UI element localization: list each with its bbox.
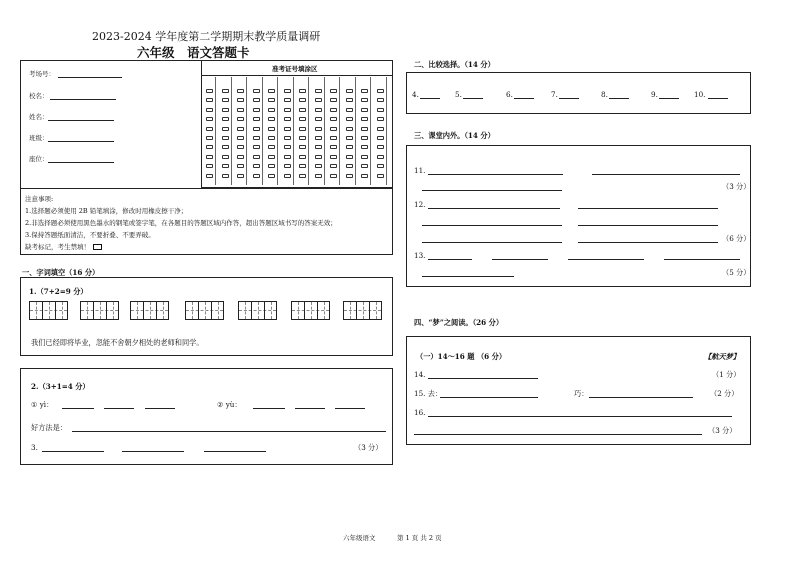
id-bubble[interactable] — [253, 89, 260, 93]
id-bubble[interactable] — [330, 89, 337, 93]
yu-line-2[interactable] — [295, 408, 325, 409]
id-area-divider — [201, 75, 392, 76]
id-bubble[interactable] — [330, 117, 337, 121]
id-bubble[interactable] — [346, 174, 353, 178]
id-bubble[interactable] — [330, 164, 337, 168]
id-column — [236, 77, 247, 185]
id-bubble[interactable] — [222, 174, 229, 178]
id-bubble[interactable] — [377, 155, 384, 159]
character-box-group[interactable] — [29, 301, 68, 320]
q12-line-4[interactable] — [578, 225, 718, 226]
q14-num: 14. — [414, 370, 426, 379]
id-bubble[interactable] — [237, 174, 244, 178]
id-bubble[interactable] — [253, 117, 260, 121]
q2-yu: ② yù： — [217, 400, 242, 409]
section3-title: 三、课堂内外。（14 分） — [414, 131, 495, 140]
class-line[interactable] — [48, 141, 114, 142]
q16-score: （3 分） — [708, 426, 737, 435]
id-bubble[interactable] — [377, 174, 384, 178]
id-bubble[interactable] — [253, 145, 260, 149]
id-column — [314, 77, 325, 185]
id-bubble[interactable] — [346, 164, 353, 168]
character-box-group[interactable] — [291, 301, 330, 320]
id-column — [345, 77, 356, 185]
id-bubble[interactable] — [299, 164, 306, 168]
choice-answer-blank[interactable] — [708, 98, 728, 99]
choice-answer-blank[interactable] — [559, 98, 579, 99]
id-bubble[interactable] — [253, 136, 260, 140]
field-seat: 座位： — [29, 155, 49, 163]
id-bubble[interactable] — [315, 174, 322, 178]
id-bubble[interactable] — [284, 89, 291, 93]
id-bubble[interactable] — [237, 127, 244, 131]
method-line[interactable] — [72, 431, 386, 432]
id-bubble[interactable] — [284, 174, 291, 178]
missing-mark — [25, 243, 102, 251]
q13-num: 13. — [414, 251, 426, 260]
id-column — [329, 77, 340, 185]
id-bubble[interactable] — [222, 89, 229, 93]
choice-answer-blank[interactable] — [609, 98, 629, 99]
section3-box — [406, 145, 751, 287]
id-bubble[interactable] — [330, 108, 337, 112]
id-bubble[interactable] — [299, 145, 306, 149]
id-area-title: 准考证号填涂区 — [272, 65, 318, 73]
id-column — [267, 77, 278, 185]
q16-num: 16. — [414, 408, 426, 417]
id-bubble[interactable] — [315, 164, 322, 168]
notice-title: 注意事项: — [25, 195, 54, 203]
character-box-group[interactable] — [80, 301, 119, 320]
answer-sheet-title: 六年级 语文答题卡 — [137, 45, 250, 60]
choice-item-label: 6. — [506, 90, 513, 99]
q3-num: 3. — [31, 443, 38, 452]
id-bubble[interactable] — [222, 117, 229, 121]
id-bubble[interactable] — [253, 108, 260, 112]
id-bubble[interactable] — [222, 136, 229, 140]
id-column — [283, 77, 294, 185]
id-bubble[interactable] — [206, 155, 213, 159]
school-line[interactable] — [50, 99, 116, 100]
id-bubble[interactable] — [206, 108, 213, 112]
q14-line[interactable] — [428, 378, 538, 379]
notice-3: 3.保持答题纸面清洁，不要折叠、不要弄破。 — [25, 231, 155, 239]
footer-page: 第 1 页 共 2 页 — [397, 534, 442, 542]
id-column — [298, 77, 309, 185]
field-class: 班级： — [29, 134, 49, 142]
id-bubble[interactable] — [346, 117, 353, 121]
notice-1: 1.选择题必须使用 2B 铅笔填涂，修改时用橡皮擦干净； — [25, 207, 188, 215]
q12-line-6[interactable] — [578, 242, 718, 243]
q13-line-5[interactable] — [422, 276, 514, 277]
id-bubble[interactable] — [346, 155, 353, 159]
q12-line-1[interactable] — [428, 208, 560, 209]
yi-line-3[interactable] — [145, 408, 175, 409]
q12-line-3[interactable] — [422, 225, 562, 226]
q12-num: 12. — [414, 200, 426, 209]
id-bubble[interactable] — [206, 174, 213, 178]
id-column — [221, 77, 232, 185]
id-bubble[interactable] — [268, 164, 275, 168]
id-bubble[interactable] — [268, 127, 275, 131]
q2-method: 好方法是： — [31, 423, 67, 432]
id-bubble[interactable] — [268, 98, 275, 102]
id-bubble[interactable] — [361, 155, 368, 159]
id-bubble[interactable] — [222, 164, 229, 168]
q14-score: （1 分） — [712, 370, 741, 379]
id-bubble[interactable] — [377, 127, 384, 131]
id-bubble[interactable] — [346, 145, 353, 149]
q11-score: （3 分） — [722, 182, 751, 191]
id-bubble[interactable] — [377, 89, 384, 93]
id-bubble[interactable] — [315, 89, 322, 93]
id-bubble[interactable] — [206, 89, 213, 93]
id-bubble[interactable] — [206, 98, 213, 102]
q13-line-4[interactable] — [664, 259, 740, 260]
notice-2: 2.非选择题必须使用黑色墨水的钢笔或签字笔，在各题目的答题区域内作答，超出答题区域书写的答案无效； — [25, 219, 337, 227]
id-bubble[interactable] — [268, 174, 275, 178]
id-bubble[interactable] — [237, 108, 244, 112]
id-bubble[interactable] — [315, 127, 322, 131]
id-bubble[interactable] — [284, 145, 291, 149]
id-bubble[interactable] — [206, 136, 213, 140]
choice-item-label: 9. — [651, 90, 658, 99]
id-bubble[interactable] — [284, 155, 291, 159]
id-bubble-grid — [203, 77, 391, 187]
yi-line-2[interactable] — [104, 408, 134, 409]
id-bubble[interactable] — [330, 145, 337, 149]
choice-item-label: 10. — [694, 90, 706, 99]
id-bubble[interactable] — [299, 155, 306, 159]
q11-num: 11. — [414, 166, 426, 175]
id-bubble[interactable] — [222, 108, 229, 112]
id-bubble[interactable] — [253, 174, 260, 178]
id-bubble[interactable] — [284, 98, 291, 102]
character-box-group[interactable] — [185, 301, 224, 320]
yu-line-3[interactable] — [335, 408, 365, 409]
id-column — [360, 77, 371, 185]
id-bubble[interactable] — [206, 127, 213, 131]
id-column — [205, 77, 216, 185]
id-bubble[interactable] — [237, 89, 244, 93]
id-bubble[interactable] — [330, 136, 337, 140]
q13-line-2[interactable] — [492, 259, 548, 260]
id-bubble[interactable] — [284, 136, 291, 140]
part1-name: 【航天梦】 — [704, 352, 740, 361]
choice-answer-blank[interactable] — [514, 98, 534, 99]
exam-title: 2023-2024 学年度第二学期期末教学质量调研 — [92, 30, 321, 43]
q16-line-2[interactable] — [414, 434, 702, 435]
id-bubble[interactable] — [299, 108, 306, 112]
id-bubble[interactable] — [222, 98, 229, 102]
name-line[interactable] — [48, 120, 114, 121]
id-bubble[interactable] — [315, 117, 322, 121]
id-bubble[interactable] — [284, 127, 291, 131]
q13-line-3[interactable] — [568, 259, 644, 260]
missing-checkbox[interactable] — [93, 244, 102, 250]
id-bubble[interactable] — [377, 108, 384, 112]
id-bubble[interactable] — [346, 127, 353, 131]
id-bubble[interactable] — [222, 155, 229, 159]
q16-line-1[interactable] — [428, 416, 732, 417]
id-bubble[interactable] — [361, 117, 368, 121]
notice-divider — [20, 188, 393, 189]
footer-subject: 六年级语文 — [343, 534, 376, 542]
id-bubble[interactable] — [315, 98, 322, 102]
choice-answer-blank[interactable] — [420, 98, 440, 99]
id-bubble[interactable] — [315, 155, 322, 159]
id-bubble[interactable] — [377, 164, 384, 168]
id-bubble[interactable] — [299, 136, 306, 140]
id-bubble[interactable] — [315, 136, 322, 140]
id-column — [252, 77, 263, 185]
section2-title: 二、比较选择。（14 分） — [414, 60, 495, 69]
q1-sentence: 我们已经即将毕业，忽能不舍朝夕相处的老师和同学。 — [31, 338, 204, 347]
field-name: 姓名： — [29, 113, 49, 121]
id-bubble[interactable] — [361, 164, 368, 168]
exam-room-line[interactable] — [58, 77, 122, 78]
field-exam-room: 考场号： — [29, 70, 55, 78]
id-bubble[interactable] — [315, 145, 322, 149]
id-bubble[interactable] — [237, 155, 244, 159]
id-bubble[interactable] — [361, 145, 368, 149]
id-bubble[interactable] — [346, 98, 353, 102]
id-bubble[interactable] — [299, 98, 306, 102]
q2-yi: ① yì： — [31, 400, 54, 409]
q3-score: （3 分） — [354, 443, 383, 452]
q12-line-2[interactable] — [578, 208, 718, 209]
character-box-group[interactable] — [130, 301, 169, 320]
id-bubble[interactable] — [237, 145, 244, 149]
id-bubble[interactable] — [268, 89, 275, 93]
field-school: 校名： — [29, 92, 49, 100]
id-bubble[interactable] — [222, 127, 229, 131]
id-bubble[interactable] — [222, 145, 229, 149]
id-bubble[interactable] — [361, 108, 368, 112]
q3-line-3[interactable] — [204, 451, 266, 452]
choice-item-label: 7. — [551, 90, 558, 99]
id-bubble[interactable] — [268, 155, 275, 159]
q11-line-1[interactable] — [428, 174, 563, 175]
q1-label: 1.（7+2=9 分） — [29, 287, 88, 296]
section1-title: 一、字词填空（16 分） — [22, 268, 100, 277]
q15-score: （2 分） — [710, 389, 739, 398]
choice-item-label: 4. — [412, 90, 419, 99]
id-bubble[interactable] — [377, 145, 384, 149]
choice-item-label: 8. — [601, 90, 608, 99]
id-bubble[interactable] — [330, 127, 337, 131]
choice-item-label: 5. — [455, 90, 462, 99]
id-bubble[interactable] — [299, 117, 306, 121]
id-bubble[interactable] — [299, 127, 306, 131]
id-bubble[interactable] — [330, 155, 337, 159]
q15-b: 巧： — [574, 389, 589, 398]
id-bubble[interactable] — [206, 117, 213, 121]
id-bubble[interactable] — [268, 117, 275, 121]
id-bubble[interactable] — [237, 136, 244, 140]
q13-line-1[interactable] — [428, 259, 472, 260]
id-bubble[interactable] — [237, 98, 244, 102]
q11-line-2[interactable] — [592, 174, 740, 175]
q15-line-2[interactable] — [589, 397, 693, 398]
id-bubble[interactable] — [206, 164, 213, 168]
id-bubble[interactable] — [299, 89, 306, 93]
id-bubble[interactable] — [361, 174, 368, 178]
id-bubble[interactable] — [377, 117, 384, 121]
character-box-group[interactable] — [343, 301, 382, 320]
choice-answer-blank[interactable] — [659, 98, 679, 99]
id-bubble[interactable] — [361, 98, 368, 102]
id-bubble[interactable] — [206, 145, 213, 149]
yi-line-1[interactable] — [62, 408, 94, 409]
id-bubble[interactable] — [284, 117, 291, 121]
id-bubble[interactable] — [346, 136, 353, 140]
id-bubble[interactable] — [361, 127, 368, 131]
id-bubble[interactable] — [315, 108, 322, 112]
id-bubble[interactable] — [330, 98, 337, 102]
q12-line-5[interactable] — [422, 242, 562, 243]
id-bubble[interactable] — [237, 164, 244, 168]
id-bubble[interactable] — [253, 127, 260, 131]
q15-line-1[interactable] — [440, 397, 538, 398]
id-bubble[interactable] — [377, 136, 384, 140]
missing-mark-label: 缺考标记，考生禁填！ — [25, 243, 90, 251]
section4-title: 四、“梦”之阅读。（26 分） — [414, 318, 504, 327]
id-column — [376, 77, 387, 185]
id-bubble[interactable] — [346, 108, 353, 112]
q11-line-3[interactable] — [422, 190, 562, 191]
id-bubble[interactable] — [284, 108, 291, 112]
id-bubble[interactable] — [284, 164, 291, 168]
id-bubble[interactable] — [253, 155, 260, 159]
q15-num: 15. 去： — [414, 389, 443, 398]
id-bubble[interactable] — [268, 136, 275, 140]
id-bubble[interactable] — [253, 98, 260, 102]
choice-answer-blank[interactable] — [463, 98, 483, 99]
id-bubble[interactable] — [268, 108, 275, 112]
yu-line-1[interactable] — [253, 408, 285, 409]
character-box-group[interactable] — [238, 301, 277, 320]
q3-line-2[interactable] — [122, 451, 184, 452]
id-bubble[interactable] — [346, 89, 353, 93]
id-bubble[interactable] — [361, 89, 368, 93]
id-bubble[interactable] — [253, 164, 260, 168]
part1-label: （一）14～16 题 （6 分） — [416, 352, 507, 361]
id-bubble[interactable] — [299, 174, 306, 178]
id-bubble[interactable] — [330, 174, 337, 178]
q3-line-1[interactable] — [42, 451, 104, 452]
q13-score: （5 分） — [722, 268, 751, 277]
id-bubble[interactable] — [237, 117, 244, 121]
q2-label: 2.（3+1=4 分） — [31, 382, 90, 391]
id-bubble[interactable] — [361, 136, 368, 140]
seat-line[interactable] — [48, 162, 114, 163]
id-bubble[interactable] — [268, 145, 275, 149]
id-bubble[interactable] — [377, 98, 384, 102]
q12-score: （6 分） — [722, 234, 751, 243]
